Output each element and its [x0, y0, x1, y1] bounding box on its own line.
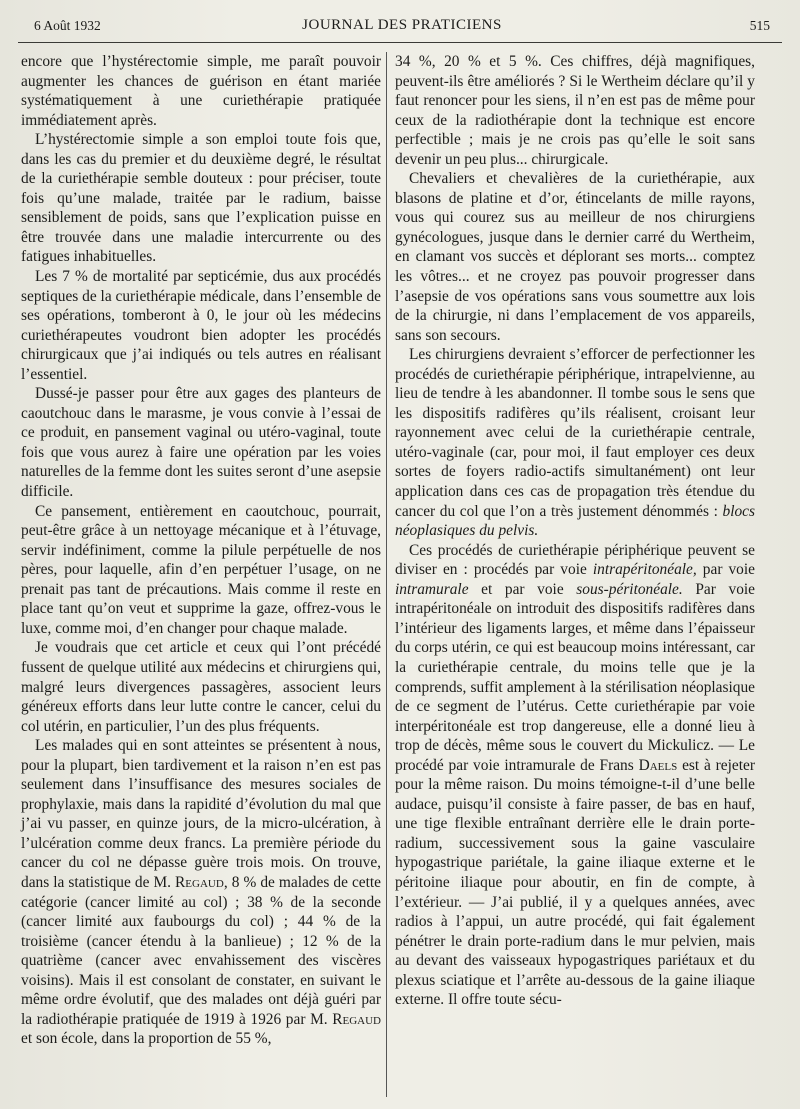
- emphasis: intrapéritonéale,: [592, 561, 697, 579]
- author-name: Daels: [638, 756, 678, 774]
- emphasis: intramurale: [395, 580, 469, 598]
- paragraph: Ce pansement, entièrement en caoutchouc, pourrait, peut-être grâce à un nettoyage mécanique et à l’étuvage, servir indéfiniment, comme la pilule perpétuelle de nos pères, pour laquelle, afin d’en perpétuer l’usage, on ne prenait pas tant de précautions. Mais comme il reste en place tant qu’on veut et supprime la gaze, offrez-vous le luxe, comme moi, d’en changer pour chaque malade.: [21, 502, 381, 637]
- paragraph: Chevaliers et chevalières de la curiethérapie, aux blasons de platine et d’or, étincelants de mille rayons, vous qui courez sus au meilleur de nos chirurgiens gynécologues, jusque dans le dernier carré du Wertheim, en clamant vos succès et déplorant ses morts... comptez les vôtres... et ne croyez pas pouvoir progresser dans l’asepsie de vos opérations sans vous soumettre aux lois de la chirurgie, ni dans l’emplacement de vos appareils, sans son secours.: [395, 170, 755, 344]
- paragraph: [21, 736, 381, 1049]
- text-run: par voie: [696, 561, 755, 579]
- paragraph: Je voudrais que cet article et ceux qui l’ont précédé fussent de quelque utilité aux médecins et chirurgiens qui, malgré leurs divergences passagères, associent leurs généreux efforts dans leur lutte contre le cancer, celui du col utérin, en particulier, l’un des plus fréquents.: [21, 639, 381, 735]
- header-rule: [18, 42, 782, 43]
- paragraph: [395, 541, 755, 1010]
- paragraph: 34 %, 20 % et 5 %. Ces chiffres, déjà magnifiques, peuvent-ils être améliorés ? Si le Wertheim déclare qu’il y faut renoncer pour les siens, il n’en est pas de même pour ceux de la radiothérapie dont la technique est encore perfectible ; mais je ne crois pas qu’elle le soit sans devenir un peu plus... chirurgicale.: [395, 53, 755, 168]
- emphasis: sous-péritonéale.: [576, 580, 683, 598]
- text-run: Ces procédés de curiethérapie périphérique peuvent se diviser en : procédés par voie: [395, 541, 755, 579]
- text-run: et son école, dans la proportion de 55 %,: [21, 1030, 272, 1048]
- paragraph: L’hystérectomie simple a son emploi toute fois que, dans les cas du premier et du deuxième degré, le résultat de la curiethérapie semble douteux : pour préciser, toute fois qu’une malade, traitée par le radium, baisse sensiblement de poids, sans que l’explication puisse en être trouvée dans une maladie intercurrente ou des fatigues inhabituelles.: [21, 131, 381, 266]
- right-column: [395, 52, 755, 1010]
- column-divider: [386, 52, 387, 1097]
- text-run: et par voie: [468, 580, 577, 598]
- text-run: Par voie intrapéritonéale on introduit des dispositifs radifères dans l’intérieur des ligaments larges, et même dans l’épaisseur du corps utérin, ce qui est beaucoup moins intéressant, car la curiethérapie centrale, du moins telle que je la comprends, suffit amplement à la stérilisation néoplasique de ce segment de l’utérus. Cette curiethérapie par voie interpéritonéale est trop dangereuse, elle a donné lieu à trop de décès, même sous le couvert du Mickulicz. — Le procédé par voie intramurale de Frans: [395, 580, 755, 774]
- paragraph: Dussé-je passer pour être aux gages des planteurs de caoutchouc dans le marasme, je vous convie à l’essai de ce produit, en pansement vaginal ou utéro-vaginal, toute fois que vous aurez à faire une opération par les voies naturelles de la femme dont les suites seront d’une asepsie difficile.: [21, 385, 381, 501]
- page-header: [34, 14, 770, 40]
- journal-title: JOURNAL DES PRATICIENS: [302, 17, 502, 33]
- left-column: [21, 52, 381, 1049]
- text-run: Les chirurgiens devraient s’efforcer de perfectionner les procédés de curiethérapie périphérique, intrapelvienne, au lieu de tendre à les abandonner. Il tombe sous le sens que les dispositifs radifères qu’ils réalisent, croisant leur rayonnement avec celui de la curiethérapie centrale, utéro-vaginale (car, pour moi, il faut employer ces deux sortes de foyers radio-actifs simultanément) ont leur application dans ces cas de propagation très étendue du cancer du col que l’on a très justement dénommés :: [395, 346, 755, 520]
- text-run: est à rejeter pour la même raison. Du moins témoigne-t-il d’une belle audace, puisqu’il consiste à faire passer, de bas en hauf, une tige flexible entraînant derrière elle le drain porte-radium, successivement sous la gaine vasculaire hypogastrique pariétale, la gaine iliaque externe et le péritoine iliaque pour aboutir, en fin de compte, à l’extérieur. — J’ai publié, il y a quelques années, avec radios à l’appui, un autre procédé, qui fait également pénétrer le drain porte-radium dans le mur pelvien, mais au devant des vaisseaux hypogastriques pariétaux et du plexus sciatique et l’arrête au-dessous de la gaine iliaque externe. Il offre toute sécu-: [395, 756, 755, 1009]
- text-run: Les malades qui en sont atteintes se présentent à nous, pour la plupart, bien tardivement et la raison n’en est pas seulement dans l’insuffisance des mesures sociales de prophylaxie, mais dans la rapidité d’évolution du mal que j’ai vu passer, en quinze jours, de la micro-ulcération, à l’ulcération comme deux francs. La première période du cancer du col ne dépasse guère trois mois. On trouve, dans la statistique de M.: [21, 737, 381, 891]
- paragraph: encore que l’hystérectomie simple, me paraît pouvoir augmenter les chances de guérison en étant mariée systématiquement à une curiethérapie pratiquée immédiatement après.: [21, 53, 381, 129]
- paragraph: [395, 345, 755, 540]
- paragraph: Les 7 % de mortalité par septicémie, dus aux procédés septiques de la curiethérapie médicale, dans l’ensemble de ses opérations, tomberont à 0, le jour où les médecins curiethérapeutes voudront bien adopter les procédés chirurgicaux que j’ai indiqués ou tels autres en réalisant l’essentiel.: [21, 268, 381, 383]
- page-number: 515: [749, 18, 770, 33]
- author-name: Regaud: [175, 873, 224, 891]
- text-run: , 8 % de malades de cette catégorie (cancer limité au col) ; 38 % de la seconde (cancer limité aux faubourgs du col) ; 44 % de la troisième (cancer étendu à la banlieue) ; 12 % de la quatrième (cancer avec envahissement des viscères voisins). Mais il est consolant de constater, en suivant le même ordre évolutif, que des malades ont déjà guéri par la radiothérapie pratiquée de 1919 à 1926 par M.: [21, 873, 381, 1028]
- emphasis: blocs néoplasiques du pelvis.: [395, 502, 755, 540]
- author-name: Regaud: [332, 1010, 381, 1028]
- issue-date: 6 Août 1932: [34, 18, 101, 33]
